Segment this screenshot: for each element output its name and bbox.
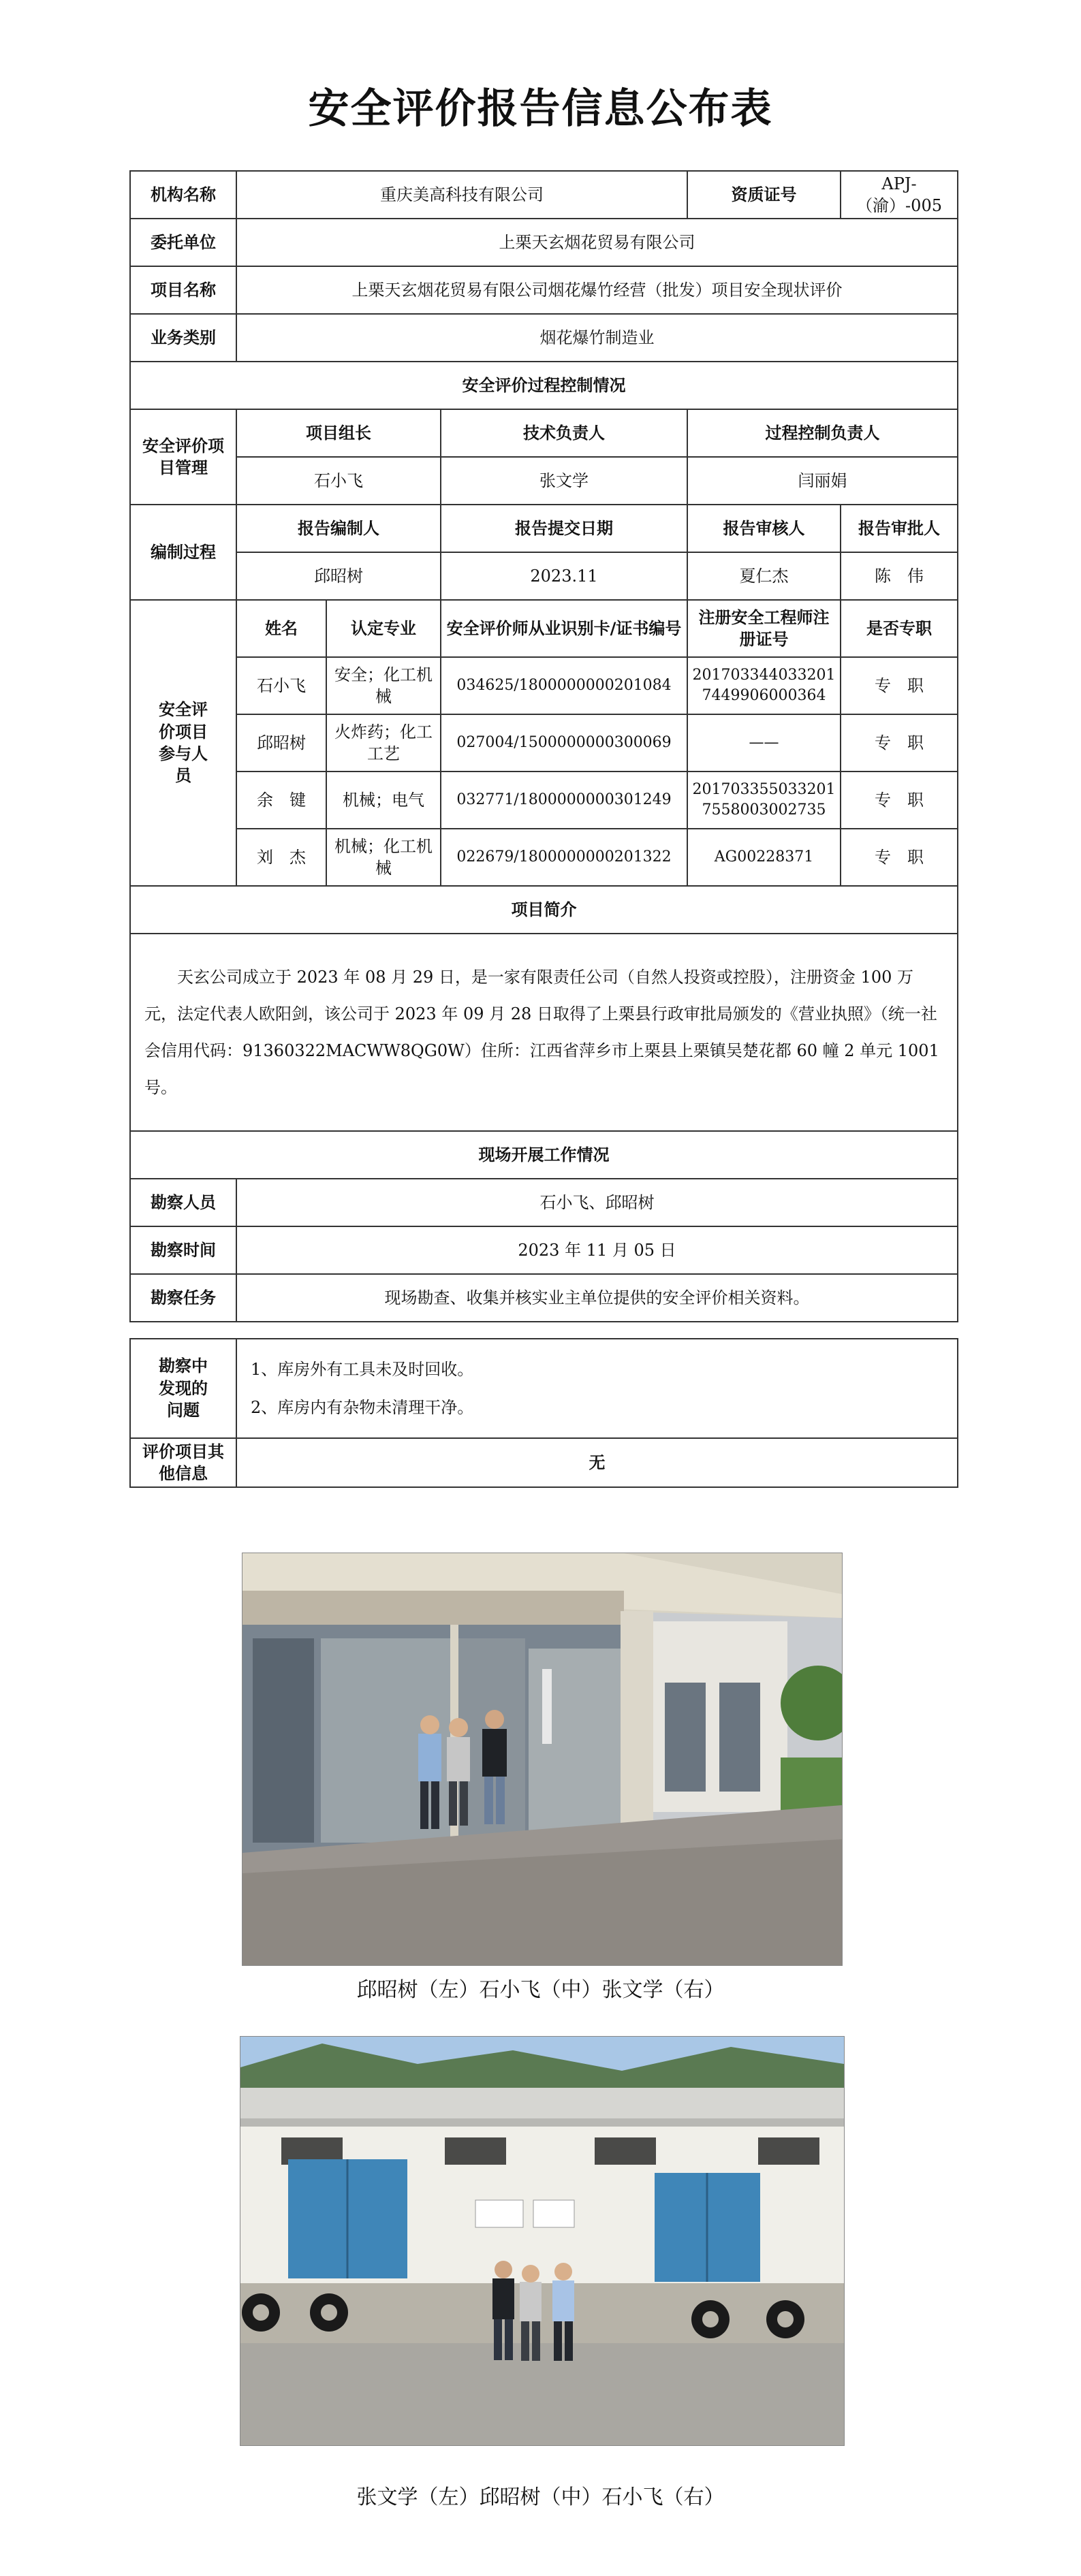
participant-major: 火炸药；化工工艺 — [326, 714, 441, 772]
photo-caption-2: 张文学（左）邱昭树（中）石小飞（右） — [356, 2485, 725, 2509]
survey-time-value: 2023 年 11 月 05 日 — [236, 1226, 958, 1274]
site-photo-entrance — [242, 1553, 843, 1966]
participant-reg: —— — [687, 714, 841, 772]
participant-reg: 2017033440332017449906000364 — [687, 657, 841, 714]
findings-list — [236, 1339, 958, 1438]
other-info-value: 无 — [236, 1438, 958, 1487]
process-lead-label: 过程控制负责人 — [687, 409, 958, 457]
participant-name: 邱昭树 — [236, 714, 326, 772]
col-name-header: 姓名 — [236, 600, 326, 657]
org-name-label: 机构名称 — [130, 171, 236, 219]
participant-major: 机械；电气 — [326, 772, 441, 829]
tech-lead-label: 技术负责人 — [441, 409, 687, 457]
compile-label: 编制过程 — [130, 505, 236, 600]
participant-name: 余 键 — [236, 772, 326, 829]
participant-cert: 032771/1800000000301249 — [441, 772, 687, 829]
participant-cert: 027004/1500000000300069 — [441, 714, 687, 772]
intro-section-heading: 项目简介 — [130, 886, 958, 934]
approver-label: 报告审批人 — [841, 505, 958, 552]
project-name-value: 上栗天玄烟花贸易有限公司烟花爆竹经营（批发）项目安全现状评价 — [236, 266, 958, 314]
client-label: 委托单位 — [130, 219, 236, 266]
table-row — [130, 714, 958, 772]
participant-fulltime: 专 职 — [841, 657, 958, 714]
survey-people-value: 石小飞、邱昭树 — [236, 1179, 958, 1226]
participant-major: 机械；化工机械 — [326, 829, 441, 886]
tech-lead-value: 张文学 — [441, 457, 687, 505]
org-name-value: 重庆美高科技有限公司 — [236, 171, 687, 219]
participant-name: 刘 杰 — [236, 829, 326, 886]
findings-table — [129, 1338, 958, 1488]
col-major-header: 认定专业 — [326, 600, 441, 657]
participant-cert: 034625/1800000000201084 — [441, 657, 687, 714]
participants-label: 安全评价项目参与人员 — [130, 600, 236, 886]
col-reg-header: 注册安全工程师注册证号 — [687, 600, 841, 657]
reviewer-value: 夏仁杰 — [687, 552, 841, 600]
page-title: 安全评价报告信息公布表 — [308, 85, 773, 133]
participant-fulltime: 专 职 — [841, 772, 958, 829]
survey-time-label: 勘察时间 — [130, 1226, 236, 1274]
table-row — [130, 657, 958, 714]
col-cert-header: 安全评价师从业识别卡/证书编号 — [441, 600, 687, 657]
cert-no-label: 资质证号 — [687, 171, 841, 219]
leader-value: 石小飞 — [236, 457, 441, 505]
process-section-heading: 安全评价过程控制情况 — [130, 362, 958, 409]
survey-task-value: 现场勘查、收集并核实业主单位提供的安全评价相关资料。 — [236, 1274, 958, 1322]
list-item: 2、库房内有杂物未清理干净。 — [251, 1398, 474, 1417]
site-photo-warehouse — [240, 2036, 845, 2446]
participant-name: 石小飞 — [236, 657, 326, 714]
leader-label: 项目组长 — [236, 409, 441, 457]
reviewer-label: 报告审核人 — [687, 505, 841, 552]
client-value: 上栗天玄烟花贸易有限公司 — [236, 219, 958, 266]
participant-fulltime: 专 职 — [841, 829, 958, 886]
participant-reg: 2017033550332017558003002735 — [687, 772, 841, 829]
submit-date-label: 报告提交日期 — [441, 505, 687, 552]
col-fulltime-header: 是否专职 — [841, 600, 958, 657]
mgmt-label: 安全评价项目管理 — [130, 409, 236, 505]
participant-fulltime: 专 职 — [841, 714, 958, 772]
list-item: 1、库房外有工具未及时回收。 — [251, 1360, 474, 1379]
survey-task-label: 勘察任务 — [130, 1274, 236, 1322]
table-row — [130, 772, 958, 829]
approver-value: 陈 伟 — [841, 552, 958, 600]
project-intro: 天玄公司成立于 2023 年 08 月 29 日，是一家有限责任公司（自然人投资或控股），注册资金 100 万元，法定代表人欧阳剑，该公司于 2023 年 09 月 28 日取得了上栗县行政审批局颁发的《营业执照》（统一社会信用代码：91360322MACWW8QG0W）住所：江西省萍乡市上栗县上栗镇吴楚花都 60 幢 2 单元 1001 号。 — [130, 934, 958, 1131]
other-info-label: 评价项目其他信息 — [130, 1438, 236, 1487]
submit-date-value: 2023.11 — [441, 552, 687, 600]
site-section-heading: 现场开展工作情况 — [130, 1131, 958, 1179]
photo-caption-1: 邱昭树（左）石小飞（中）张文学（右） — [356, 1978, 725, 2002]
business-type-label: 业务类别 — [130, 314, 236, 362]
compiler-label: 报告编制人 — [236, 505, 441, 552]
business-type-value: 烟花爆竹制造业 — [236, 314, 958, 362]
findings-label: 勘察中发现的问题 — [130, 1339, 236, 1438]
participant-reg: AG00228371 — [687, 829, 841, 886]
survey-people-label: 勘察人员 — [130, 1179, 236, 1226]
participant-major: 安全；化工机械 — [326, 657, 441, 714]
process-lead-value: 闫丽娟 — [687, 457, 958, 505]
table-row — [130, 829, 958, 886]
cert-no-value: APJ-（渝）-005 — [841, 171, 958, 219]
info-table — [129, 170, 958, 1322]
compiler-value: 邱昭树 — [236, 552, 441, 600]
participant-cert: 022679/1800000000201322 — [441, 829, 687, 886]
project-name-label: 项目名称 — [130, 266, 236, 314]
